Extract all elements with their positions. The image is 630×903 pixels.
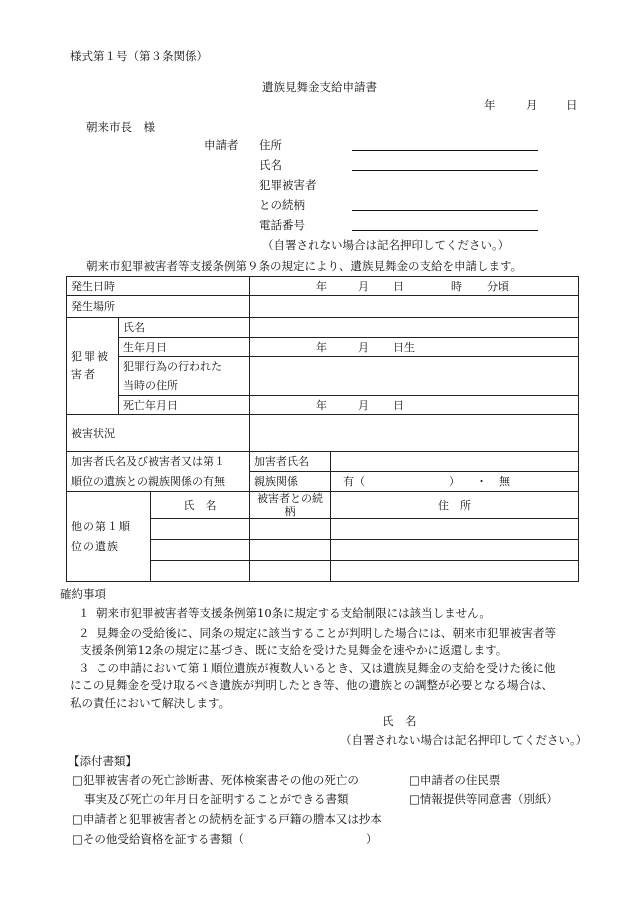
- row-heirs-header: [67, 492, 579, 519]
- heir-relation-cell[interactable]: [250, 561, 331, 582]
- applicant-relation-label-2: との続柄: [259, 198, 305, 212]
- row-occurrence-place: [67, 296, 579, 318]
- row-victim-name: [67, 318, 579, 338]
- col-relation-header: 被害者との続柄: [250, 492, 331, 519]
- form-title: 遺族見舞金支給申請書: [262, 80, 377, 94]
- victim-address-label-1: 犯罪行為の行われた: [119, 357, 250, 377]
- date-year-label: 年: [484, 98, 496, 112]
- perpetrator-name-label: 加害者氏名: [250, 452, 331, 472]
- col-name-header: 氏 名: [151, 492, 250, 519]
- pledge-signature-note: （自署されない場合は記名押印してください。）: [340, 733, 588, 747]
- relation-no[interactable]: 無: [499, 475, 511, 488]
- relation-yes[interactable]: 有（: [343, 475, 366, 488]
- victim-death-field[interactable]: [250, 396, 579, 415]
- victim-name-field[interactable]: [250, 318, 579, 338]
- occurrence-place-label: 発生場所: [67, 296, 250, 318]
- application-table: [66, 276, 579, 582]
- heir-name-cell[interactable]: [151, 561, 250, 582]
- victim-label: [67, 318, 119, 415]
- attachment-resident-record[interactable]: □申請者の住民票: [409, 773, 501, 787]
- application-statement: 朝来市犯罪被害者等支援条例第９条の規定により、遺族見舞金の支給を申請します。: [86, 259, 523, 273]
- victim-name-label: 氏名: [119, 318, 250, 338]
- pledge-3-line-3: 私の責任において解決します。: [70, 696, 231, 710]
- applicant-phone-line[interactable]: [352, 230, 538, 231]
- applicant-label: 申請者: [204, 138, 239, 152]
- pledge-2-line-1: 見舞金の受給後に、同条の規定に該当することが判明した場合には、朝来市犯罪被害者等: [96, 626, 556, 640]
- victim-label-text: 犯罪被害者: [71, 350, 110, 381]
- applicant-signature-note: （自署されない場合は記名押印してください。）: [262, 238, 510, 252]
- perpetrator-label-2: 順位の遺族との親族関係の有無: [67, 472, 250, 492]
- pledge-2-num: ２: [78, 626, 90, 640]
- victim-address-field[interactable]: [250, 357, 579, 396]
- applicant-relation-label-1: 犯罪被害者: [259, 178, 317, 192]
- pledge-1-line-1: 朝来市犯罪被害者等支援条例第10条に規定する支給制限には該当しません。: [96, 606, 491, 620]
- row-occurrence-date: [67, 277, 579, 296]
- heir-address-cell[interactable]: [331, 519, 579, 540]
- applicant-name-line[interactable]: [352, 170, 538, 171]
- perpetrator-name-field[interactable]: [331, 452, 579, 472]
- perpetrator-label-1: 加害者氏名及び被害者又は第１: [67, 452, 250, 472]
- occurrence-place-field[interactable]: [250, 296, 579, 318]
- date-month-label: 月: [526, 98, 538, 112]
- row-victim-death: [67, 396, 579, 415]
- pledge-1-num: １: [78, 606, 90, 620]
- other-heirs-label-text: 他の第１順位の遺族: [71, 519, 131, 553]
- heir-address-cell[interactable]: [331, 561, 579, 582]
- victim-address-label-2: 当時の住所: [119, 377, 250, 396]
- applicant-address-label: 住所: [259, 138, 282, 152]
- damage-label: 被害状況: [67, 415, 250, 452]
- relation-field[interactable]: [331, 472, 579, 492]
- relation-label: 親族関係: [250, 472, 331, 492]
- occ-month: 月: [358, 280, 370, 293]
- applicant-phone-label: 電話番号: [259, 218, 305, 232]
- occurrence-date-label: 発生日時: [67, 277, 250, 296]
- pledge-heading: 確約事項: [60, 587, 106, 601]
- pledge-signature-label: 氏 名: [382, 714, 417, 728]
- other-heirs-label: [67, 492, 151, 582]
- death-year: 年: [316, 399, 328, 412]
- row-victim-address-1: [67, 357, 579, 377]
- applicant-relation-line[interactable]: [352, 210, 538, 211]
- victim-birth-field[interactable]: [250, 338, 579, 357]
- pledge-3-line-1: この申請において第１順位遺族が複数人いるとき、又は遺族見舞金の支給を受けた後に他: [96, 661, 556, 675]
- heir-relation-cell[interactable]: [250, 540, 331, 561]
- attachment-consent-form[interactable]: □情報提供等同意書（別紙）: [409, 792, 558, 806]
- attachment-death-cert-1[interactable]: □犯罪被害者の死亡診断書、死体検案書その他の死亡の: [72, 773, 359, 787]
- attachment-other-open[interactable]: □その他受給資格を証する書類（: [72, 832, 244, 846]
- heir-relation-cell[interactable]: [250, 519, 331, 540]
- death-month: 月: [358, 399, 370, 412]
- col-address-header: 住 所: [331, 492, 579, 519]
- damage-field[interactable]: [250, 415, 579, 452]
- victim-birth-label: 生年月日: [119, 338, 250, 357]
- applicant-name-label: 氏名: [259, 158, 282, 172]
- row-perpetrator-1: [67, 452, 579, 472]
- form-number: 様式第１号（第３条関係）: [70, 49, 208, 63]
- heir-name-cell[interactable]: [151, 540, 250, 561]
- relation-dot: ・: [476, 475, 488, 488]
- attachment-family-register[interactable]: □申請者と犯罪被害者との続柄を証する戸籍の謄本又は抄本: [72, 812, 382, 826]
- heir-name-cell[interactable]: [151, 519, 250, 540]
- row-perpetrator-2: [67, 472, 579, 492]
- occ-day: 日: [393, 280, 405, 293]
- attachment-death-cert-2: 事実及び死亡の年月日を証明することができる書類: [84, 792, 349, 806]
- occurrence-date-field[interactable]: [250, 277, 579, 296]
- occ-year: 年: [316, 280, 328, 293]
- addressee: 朝来市長 様: [86, 120, 155, 134]
- pledge-2-line-2: 支援条例第12条の規定に基づき、既に支給を受けた見舞金を速やかに返還します。: [80, 643, 508, 657]
- birth-year: 年: [316, 341, 328, 354]
- pledge-3-line-2: にこの見舞金を受け取るべき遺族が判明したとき等、他の遺族との調整が必要となる場合は、: [70, 678, 553, 692]
- row-damage: [67, 415, 579, 452]
- victim-death-label: 死亡年月日: [119, 396, 250, 415]
- attachments-heading: 【添付書類】: [68, 754, 137, 768]
- death-day: 日: [393, 399, 405, 412]
- occ-hour: 時: [451, 280, 463, 293]
- birth-day: 日生: [393, 341, 416, 354]
- date-day-label: 日: [566, 98, 578, 112]
- relation-close-paren: ）: [449, 475, 461, 488]
- heir-address-cell[interactable]: [331, 540, 579, 561]
- birth-month: 月: [358, 341, 370, 354]
- pledge-3-num: ３: [78, 661, 90, 675]
- row-victim-birth: [67, 338, 579, 357]
- applicant-address-line[interactable]: [352, 150, 538, 151]
- attachment-other-close: ）: [366, 832, 378, 846]
- occ-minute: 分頃: [487, 280, 510, 293]
